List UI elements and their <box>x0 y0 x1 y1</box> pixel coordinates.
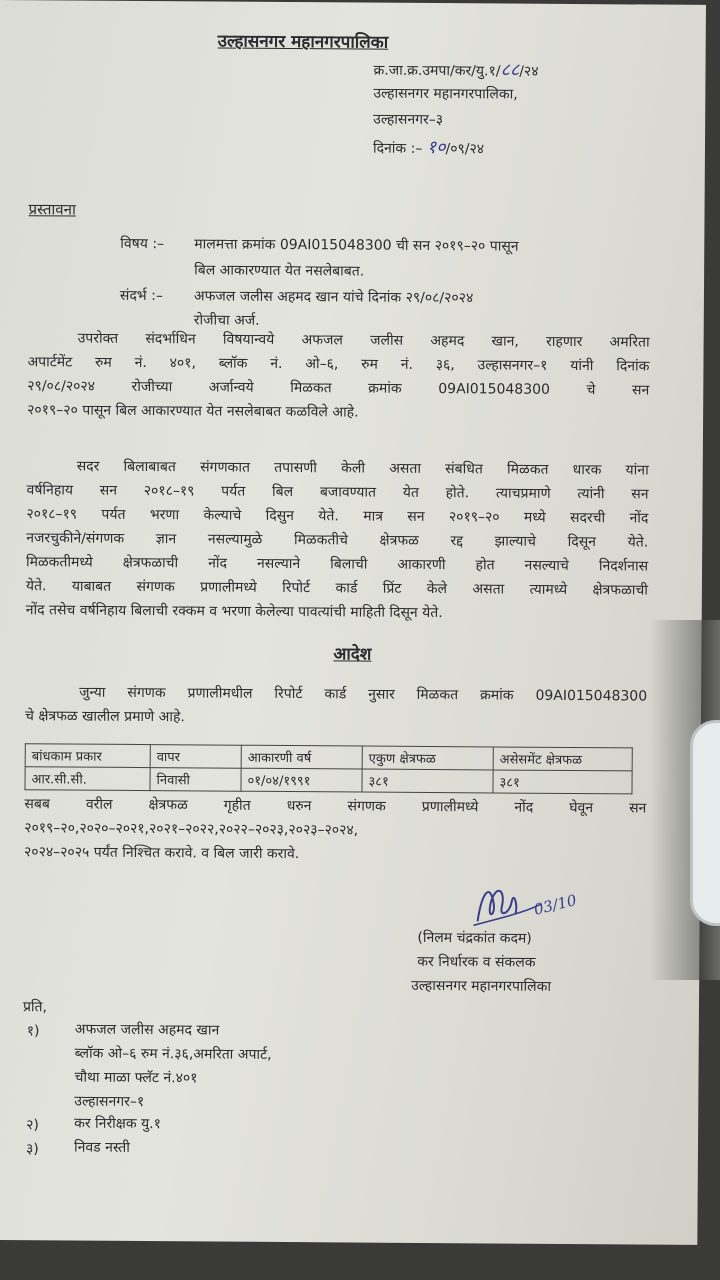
letter-date: दिनांक :– १०/०९/२४ <box>372 136 485 159</box>
signatory-org: उल्हासनगर महानगरपालिका <box>411 977 552 995</box>
table-cell: ०१/०४/१९९१ <box>241 768 362 792</box>
recipient-line: ब्लॉक ओ–६ रुम नं.३६,अमरिता अपार्ट, <box>74 1045 272 1063</box>
recipient-line: अफजल जलीस अहमद खान <box>74 1021 220 1039</box>
paragraph-1: उपरोक्त संदर्भाधिन विषयान्वये अफजल जलीस अहमद खान, राहणार अमरिता अपार्टमेंट रुम नं. ४०१, ब्लॉक नं. ओ–६, रुम नं. ३६, उल्हासनगर–१ यांनी दिनांक २९/०८/२०२४ रोजीच्या अर्जान्वये मिळकत क्रमांक 09AI015048300 चे सन २०१९–२० पासून बिल आकारण्यात येत नसलेबाबत कळविले आहे. <box>27 330 650 421</box>
paragraph-3: जुन्या संगणक प्रणालीमधील रिपोर्ट कार्ड नुसार मिळकत क्रमांक 09AI015048300 चे क्षेत्रफळ खालील प्रमाणे आहे. <box>24 684 648 726</box>
signatory-designation: कर निर्धारक व संकलक <box>417 953 536 971</box>
table-row <box>25 767 632 794</box>
prati-label: प्रति, <box>22 999 48 1016</box>
subject-label: विषय :– <box>120 235 165 253</box>
recipient-line: निवड नस्ती <box>73 1139 130 1156</box>
order-heading: आदेश <box>333 644 372 665</box>
org-heading: उल्हासनगर महानगरपालिका <box>217 31 389 53</box>
prastavana-heading: प्रस्तावना <box>28 200 76 219</box>
recipient-number: २) <box>26 1117 39 1134</box>
reference-number: क्र.जा.क्र.उमपा/कर/यु.१/८८/२४ <box>373 59 539 81</box>
recipient-number: १) <box>26 1023 40 1040</box>
recipient-line: उल्हासनगर–१ <box>74 1093 145 1111</box>
reference-line-2: रोजीचा अर्ज. <box>193 312 260 329</box>
handwritten-date: १० <box>426 136 446 159</box>
subject-line-2: बिल आकारण्यात येत नसलेबाबत. <box>194 262 365 280</box>
table-cell: ३८१ <box>493 770 632 794</box>
recipient-line: कर निरीक्षक यु.१ <box>74 1115 161 1133</box>
recipient-line: चौथा माळा फ्लॅट नं.४०१ <box>74 1069 198 1087</box>
signatory-name: (निलम चंद्रकांत कदम) <box>417 929 532 947</box>
background-object <box>690 720 720 926</box>
table-header: बांधकाम प्रकार <box>25 744 150 768</box>
reference-label: संदर्भ :– <box>119 287 163 305</box>
table-header: एकुण क्षेत्रफळ <box>362 746 493 770</box>
paragraph-2: सदर बिलाबाबत संगणकात तपासणी केली असता संबधित मिळकत धारक यांना वर्षनिहाय सन २०१८–१९ पर्यत बिल बजावण्यात येत होते. त्याचप्रमाणे त्यांनी सन २०१८–१९ पर्यत भरणा केल्याचे दिसुन येते. मात्र सन २०१९–२० मध्ये सदरची नोंद नजरचुकीने/संगणक ज्ञान नसल्यामुळे मिळकतीचे क्षेत्रफळ रद्द झाल्याचे दिसून येते. मिळकतीमध्ये क्षेत्रफळाची नोंद नसल्याने बिलाची आकारणी होत नसल्याचे निदर्शनास येते. याबाबत संगणक प्रणालीमध्ये रिपोर्ट कार्ड प्रिंट केले असता त्यामध्ये क्षेत्रफळाची नोंद तसेच वर्षनिहाय बिलाची रक्कम व भरणा केलेल्या पावत्यांची माहिती दिसून येते. <box>25 458 649 622</box>
table-header: वापर <box>150 745 241 769</box>
subject-line-1: मालमत्ता क्रमांक 09AI015048300 ची सन २०१९–२० पासून <box>194 236 519 255</box>
table-cell: ३८१ <box>362 769 493 793</box>
table-cell: निवासी <box>150 768 241 792</box>
reference-line-1: अफजल जलीस अहमद खान यांचे दिनांक २९/०८/२०२४ <box>193 288 474 307</box>
table-header: आकारणी वर्ष <box>241 745 362 769</box>
signature-date: 03/10 <box>532 891 579 919</box>
table-header: असेसमेंट क्षेत्रफळ <box>493 747 632 771</box>
area-table <box>24 743 632 794</box>
recipient-number: ३) <box>25 1141 39 1158</box>
office-name: उल्हासनगर महानगरपालिका, <box>373 85 518 103</box>
paragraph-4: सबब वरील क्षेत्रफळ गृहीत धरुन संगणक प्रणालीमध्ये नोंद घेवून सन २०१९–२०,२०२०–२०२१,२०२१–२०२२,२०२२–२०२३,२०२३–२०२४, २०२४–२०२५ पर्यंत निश्चित करावे. व बिल जारी करावे. <box>23 796 647 863</box>
table-cell: आर.सी.सी. <box>25 767 150 791</box>
office-place: उल्हासनगर–३ <box>373 111 444 129</box>
handwritten-ref: ८८ <box>500 59 520 81</box>
